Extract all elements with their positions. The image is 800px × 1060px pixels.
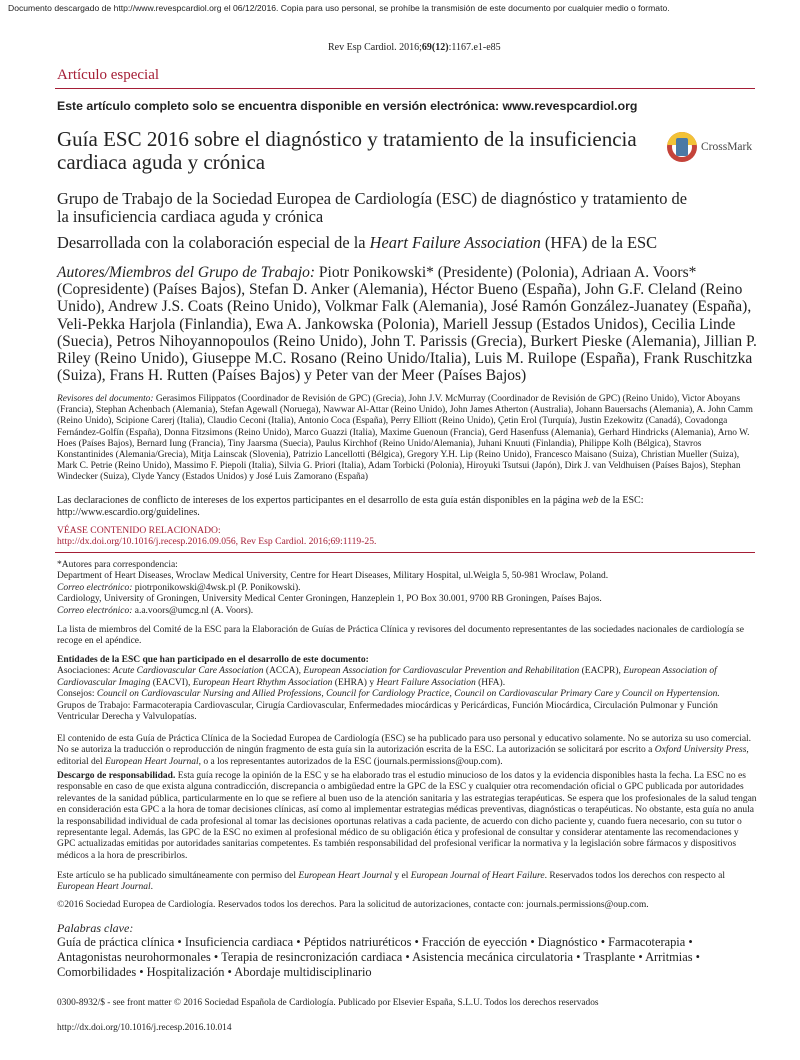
issn-line: 0300-8932/$ - see front matter © 2016 Sociedad Española de Cardiología. Publicado por Elsevier España, S.L.U. Todos los derechos reservados <box>57 998 599 1008</box>
footnote-divider <box>55 552 755 553</box>
reviewers-list: Gerasimos Filippatos (Coordinador de Revisión de GPC) (Grecia), John J.V. McMurray (Coordinador de Revisión de GPC) (Reino Unido), Victor Aboyans (Francia), Stephan Achenbach (Alemania), Stefan Agewall (Noruega), Nawwar Al-Attar (Reino Unido), John James Atherton (Australia), Johann Bauersachs (Alemania), A. John Camm (Reino Unido), Scipione Carerj (Italia), Claudio Ceconi (Italia), Antonio Coca (España), Perry Elliott (Reino Unido), Çetin Erol (Turquía), Justin Ezekowitz (Canadá), Covadonga Fernández-Golfín (España), Donna Fitzsimons (Reino Unido), Marco Guazzi (Italia), Maxime Guenoun (Francia), Gerd Hasenfuss (Alemania), Gerhard Hindricks (Alemania), Arno W. Hoes (Países Bajos), Bernard Iung (Francia), Tiny Jaarsma (Suecia), Paulus Kirchhof (Reino Unido/Alemania), Juhani Knuuti (Finlandia), Philippe Kolh (Bélgica), Stavros Konstantinides (Alemania/Grecia), Mitja Lainscak (Slovenia), Patrizio Lancellotti (Bélgica), Gregory Y.H. Lip (Reino Unido), Francesco Maisano (Suiza), Christian Mueller (Suiza), Mark C. Petrie (Reino Unido), Massimo F. Piepoli (Italia), Silvia G. Priori (Italia), Adam Torbicki (Polonia), Hiroyuki Tsutsui (Japón), Dirk J. van Veldhuisen (Países Bajos), Stephan Windecker (Suiza), Clyde Yancy (Estados Unidos) y José Luis Zamorano (España) <box>57 394 753 483</box>
developed-hfa: Heart Failure Association <box>369 233 541 252</box>
email-label: Correo electrónico: <box>57 605 133 616</box>
workgroup-title: Grupo de Trabajo de la Sociedad Europea de Cardiología (ESC) de diagnóstico y tratamiento de la insuficiencia cardiaca aguda y crónica <box>57 189 687 226</box>
published-ehj: European Heart Journal <box>298 871 392 881</box>
assoc-2: (ACCA), <box>263 666 304 677</box>
entities-head: Entidades de la ESC que han participado en el desarrollo de este documento: <box>57 655 369 665</box>
published-ejhf: European Journal of Heart Failure <box>410 871 545 881</box>
email-1[interactable]: piotrponikowski@4wsk.pl (P. Ponikowski). <box>132 582 301 593</box>
published-c: . Reservados todos los derechos con respecto al <box>544 871 726 881</box>
disclaimer-text: Esta guía recoge la opinión de la ESC y se ha elaborado tras el estudio minucioso de los datos y la evidencia disponibles hasta la fecha. La ESC no es responsable en caso de que exista alguna contradicción, discrepancia o ambigüedad entre la GPC de la ESC y cualquier otra recomendación oficial o GPC publicada por autoridades relevantes de la sanidad pública, particularmente en lo que se refiere al buen uso de la atención sanitaria y las estrategias terapéuticas. Se espera que los profesionales de la salud tengan en consideración esta GPC a la hora de tomar decisiones clínicas, así como al implementar estrategias médicas preventivas, diagnósticas o terapéuticas. No obstante, esta guía no anula la responsabilidad individual de cada profesional al tomar las decisiones oportunas relativas a cada paciente, de acuerdo con dicho paciente y, cuando fuera necesario, con su tutor o representante legal. Además, las GPC de la ESC no eximen al profesional médico de su obligación ética y profesional de consultar y considerar atentamente las recomendaciones y GPC actualizadas emitidas por autoridades sanitarias competentes. Es también responsabilidad del profesional verificar la normativa y la legislación sobre fármacos y dispositivos médicos a la hora de prescribirlos. <box>57 771 757 861</box>
authors-block <box>57 264 757 384</box>
disclaimer-label: Descargo de responsabilidad. <box>57 771 176 781</box>
keywords-list: Guía de práctica clínica • Insuficiencia cardiaca • Péptidos natriuréticos • Fracción de eyección • Diagnóstico • Farmacoterapia • Antagonistas neurohormonales • Terapia de resincronización cardiaca • Asistencia mecánica circulatoria • Trasplante • Arritmias • Comorbilidades • Hospitalización • Abordaje multidisciplinario <box>57 935 700 979</box>
assoc-label: Asociaciones: <box>57 666 113 677</box>
email-label: Correo electrónico: <box>57 582 133 593</box>
reviewers-label: Revisores del documento: <box>57 394 154 404</box>
committee-note: La lista de miembros del Comité de la ESC para la Elaboración de Guías de Práctica Clínica y revisores del documento representantes de las sociedades nacionales de cardiología se recoge en el apéndice. <box>57 625 744 647</box>
developed-suffix: (HFA) de la ESC <box>540 233 658 252</box>
correspondence-email-1 <box>57 583 757 594</box>
published-a: Este artículo se ha publicado simultáneamente con permiso del <box>57 871 299 881</box>
correspondence-address-1: Department of Heart Diseases, Wroclaw Medical University, Centre for Heart Diseases, Military Hospital, ul.Weigla 5, 50-981 Wroclaw, Poland. <box>57 571 609 582</box>
entities-councils <box>57 689 757 700</box>
published-b: y el <box>391 871 411 881</box>
email-2[interactable]: a.a.voors@umcg.nl (A. Voors). <box>132 605 254 616</box>
correspondence-block <box>57 560 757 617</box>
authors-list: Piotr Ponikowski* (Presidente) (Polonia), Adriaan A. Voors* (Copresidente) (Países Bajos), Stefan D. Anker (Alemania), Héctor Bueno (España), John G.F. Cleland (Reino Unido), Andrew J.S. Coats (Reino Unido), Volkmar Falk (Alemania), José Ramón González-Juanatey (España), Veli-Pekka Harjola (Finlandia), Ewa A. Jankowska (Polonia), Mariell Jessup (Estados Unidos), Cecilia Linde (Suecia), Petros Nihoyannopoulos (Reino Unido), John T. Parissis (Grecia), Burkert Pieske (Alemania), Jillian P. Riley (Reino Unido), Giuseppe M.C. Rosano (Reino Unido/Italia), Luis M. Ruilope (España), Frank Ruschitzka (Suiza), Frans H. Rutten (Países Bajos) y Peter van der Meer (Países Bajos) <box>57 264 757 385</box>
correspondence-email-2 <box>57 606 757 617</box>
assoc-7: European Heart Rhythm Association <box>192 677 333 688</box>
crossmark-label: CrossMark <box>701 141 753 153</box>
conflicts-note <box>57 495 757 519</box>
assoc-8: (EHRA) y <box>332 677 377 688</box>
correspondence-address-2: Cardiology, University of Groningen, University Medical Center Groningen, Hanzeplein 1, PO Box 30.001, 9700 RB Groningen, Países Bajos. <box>57 594 602 605</box>
download-note: Documento descargado de http://www.revespcardiol.org el 06/12/2016. Copia para uso personal, se prohíbe la transmisión de este documento por cualquier medio o formato. <box>8 3 670 13</box>
assoc-5: European Association of Cardiovascular Imaging <box>57 666 717 688</box>
councils-list: Council on Cardiovascular Nursing and Allied Professions, Council for Cardiology Practice, Council on Cardiovascular Primary Care y Council on Hypertension. <box>96 689 720 700</box>
assoc-6: (EACVI), <box>150 677 193 688</box>
published-ehj2: European Heart Journal <box>57 882 151 893</box>
reviewers-block <box>57 394 757 484</box>
copyright-oup: Oxford University Press <box>654 745 747 756</box>
header-divider <box>55 88 755 89</box>
copyright-b: , editorial del <box>57 745 749 767</box>
developed-with <box>57 234 757 252</box>
published-d: . <box>150 882 153 893</box>
doi-link[interactable]: http://dx.doi.org/10.1016/j.recesp.2016.10.014 <box>57 1023 232 1033</box>
crossmark-icon <box>667 132 697 162</box>
published-note <box>57 871 757 894</box>
conflicts-prefix: Las declaraciones de conflicto de intereses de los expertos participantes en el desarrollo de esta guía están disponibles en la página <box>57 495 583 506</box>
copyright-note <box>57 734 757 768</box>
entities-associations <box>57 666 757 689</box>
disclaimer-block <box>57 771 757 862</box>
copyright-a: El contenido de esta Guía de Práctica Clínica de la Sociedad Europea de Cardiología (ESC) se ha publicado para uso personal y educativo solamente. No se autoriza su uso comercial. No se autoriza la traducción o reproducción de ningún fragmento de esta guía sin la autorización escrita de la ESC. La autorización se solicitará por escrito a <box>57 734 752 756</box>
entities-block <box>57 655 757 723</box>
assoc-4: (EACPR), <box>579 666 624 677</box>
society-copyright: ©2016 Sociedad Europea de Cardiología. Reservados todos los derechos. Para la solicitud de autorizaciones, contacte con: journals.permissions@oup.com. <box>57 900 649 910</box>
related-link[interactable]: http://dx.doi.org/10.1016/j.recesp.2016.09.056, Rev Esp Cardiol. 2016;69:1119-25. <box>57 536 377 548</box>
correspondence-head: *Autores para correspondencia: <box>57 560 178 570</box>
authors-label: Autores/Miembros del Grupo de Trabajo: <box>57 264 316 281</box>
keywords-block <box>57 921 757 980</box>
citation-pages: :1167.e1-e85 <box>448 42 501 53</box>
assoc-9: Heart Failure Association <box>376 677 476 688</box>
entities-groups: Grupos de Trabajo: Farmacoterapia Cardiovascular, Cirugía Cardiovascular, Enfermedades miocárdicas y Pericárdicas, Función Miocárdica, Circulación Pulmonar y Función Ventricular Derecha y Valvulopatías. <box>57 700 718 723</box>
journal-citation <box>328 42 501 53</box>
crossmark-badge[interactable] <box>667 132 757 164</box>
conflicts-web: web <box>582 495 599 506</box>
citation-journal: Rev Esp Cardiol. 2016; <box>328 42 422 53</box>
assoc-1: Acute Cardiovascular Care Association <box>112 666 264 677</box>
section-label: Artículo especial <box>57 67 160 83</box>
developed-prefix: Desarrollada con la colaboración especial de la <box>57 233 370 252</box>
article-title: Guía ESC 2016 sobre el diagnóstico y tratamiento de la insuficiencia cardiaca aguda y crónica <box>57 127 637 174</box>
keywords-head: Palabras clave: <box>57 921 134 935</box>
copyright-ehj: European Heart Journal <box>105 756 199 767</box>
councils-label: Consejos: <box>57 689 97 700</box>
related-content <box>57 525 376 548</box>
electronic-notice: Este artículo completo solo se encuentra disponible en versión electrónica: www.revespcardiol.org <box>57 99 638 113</box>
assoc-3: European Association for Cardiovascular Prevention and Rehabilitation <box>303 666 580 677</box>
assoc-10: (HFA). <box>475 677 506 688</box>
copyright-c: , o a los representantes autorizados de la ESC (journals.permissions@oup.com). <box>198 756 503 767</box>
related-label: VÉASE CONTENIDO RELACIONADO: <box>57 525 221 536</box>
conflicts-suffix: de la ESC: http://www.escardio.org/guidelines. <box>57 495 644 518</box>
citation-volume: 69(12) <box>421 42 449 53</box>
